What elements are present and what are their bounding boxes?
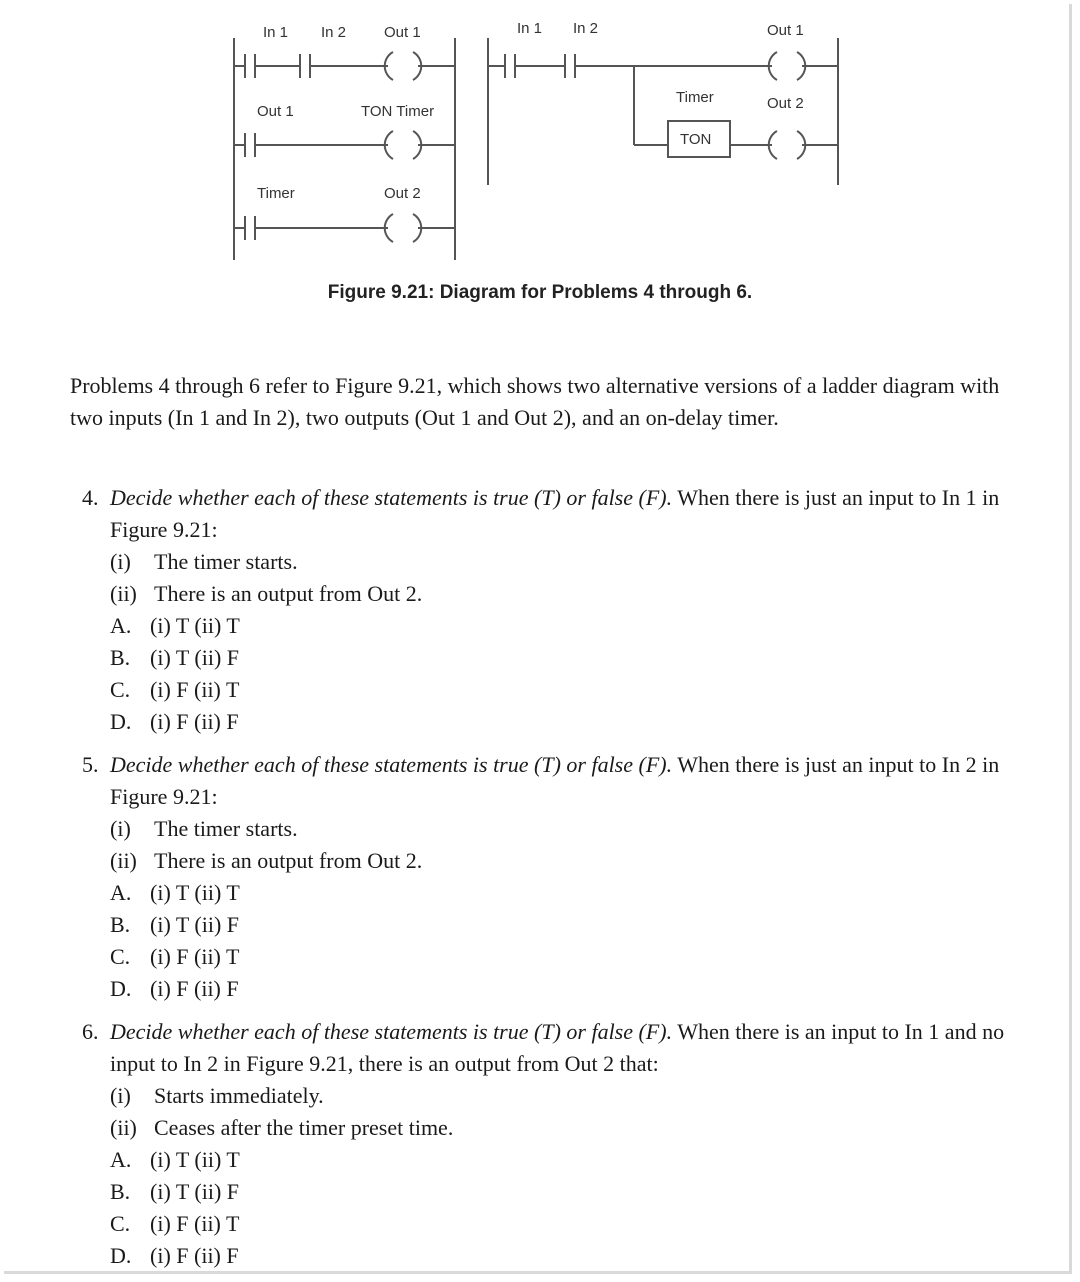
problem-number: 6. xyxy=(82,1019,99,1044)
right-ladder-diagram xyxy=(488,20,838,185)
problem-stem xyxy=(110,749,1032,813)
label-in2: In 2 xyxy=(573,20,599,37)
problem-stem xyxy=(110,1016,1032,1080)
problem-stem xyxy=(110,482,1032,546)
option-b: B. (i) T (ii) F xyxy=(110,1179,240,1204)
statement-ii: (ii) Ceases after the timer preset time. xyxy=(110,1115,454,1140)
label-timer-contact: Timer xyxy=(257,185,295,202)
figure-caption: Figure 9.21: Diagram for Problems 4 through 6. xyxy=(327,282,753,303)
option-a: A. (i) T (ii) T xyxy=(110,880,240,905)
out1-coil xyxy=(385,52,422,80)
intro-paragraph: Problems 4 through 6 refer to Figure 9.21, which shows two alternative versions of a ladder diagram with two inputs (In 1 and In 2), two outputs (Out 1 and Out 2), and an on-delay timer. xyxy=(70,373,1000,430)
label-timer: Timer xyxy=(676,89,714,106)
label-in1: In 1 xyxy=(517,20,543,37)
problem-number: 5. xyxy=(82,752,99,777)
option-d: D. (i) F (ii) F xyxy=(110,709,239,734)
out2-coil xyxy=(385,214,422,242)
rung-3 xyxy=(234,214,455,242)
stem-italic: Decide whether each of these statements is true (T) or false (F). xyxy=(110,1019,673,1044)
statement-i: (i) The timer starts. xyxy=(110,816,298,841)
statement-ii: (ii) There is an output from Out 2. xyxy=(110,848,423,873)
problem-number: 4. xyxy=(82,485,99,510)
label-in2: In 2 xyxy=(321,24,347,41)
option-c: C. (i) F (ii) T xyxy=(110,677,240,702)
stem-italic: Decide whether each of these statements is true (T) or false (F). xyxy=(110,752,673,777)
label-out1-coil: Out 1 xyxy=(384,24,421,41)
label-out1-coil: Out 1 xyxy=(767,22,804,39)
problem-4 xyxy=(82,482,1032,738)
statement-ii: (ii) There is an output from Out 2. xyxy=(110,581,423,606)
problem-5 xyxy=(82,749,1032,1005)
label-in1: In 1 xyxy=(263,24,289,41)
stem-rest: When there is an input to In 1 and no input to In 2 in Figure 9.21, there is an output from Out 2 that: xyxy=(110,1019,1005,1076)
out1-coil xyxy=(769,52,806,80)
option-d: D. (i) F (ii) F xyxy=(110,1243,239,1268)
label-out2-coil: Out 2 xyxy=(384,185,421,202)
ladder-diagram-figure xyxy=(0,0,1080,280)
statement-i: (i) Starts immediately. xyxy=(110,1083,324,1108)
problem-6 xyxy=(82,1016,1032,1272)
ton-timer-coil xyxy=(385,131,422,159)
option-d: D. (i) F (ii) F xyxy=(110,976,239,1001)
statement-i: (i) The timer starts. xyxy=(110,549,298,574)
rung-1 xyxy=(234,52,455,80)
stem-italic: Decide whether each of these statements is true (T) or false (F). xyxy=(110,485,673,510)
rung-2 xyxy=(234,131,455,159)
left-ladder-diagram xyxy=(234,24,455,260)
option-a: A. (i) T (ii) T xyxy=(110,1147,240,1172)
label-out1-contact: Out 1 xyxy=(257,103,294,120)
option-c: C. (i) F (ii) T xyxy=(110,944,240,969)
out2-coil xyxy=(769,131,806,159)
label-ton-box: TON xyxy=(680,131,712,148)
label-ton-timer: TON Timer xyxy=(361,103,435,120)
label-out2-coil: Out 2 xyxy=(767,95,804,112)
stem-rest: When there is just an input to In 2 in Figure 9.21: xyxy=(110,752,1000,809)
option-a: A. (i) T (ii) T xyxy=(110,613,240,638)
option-b: B. (i) T (ii) F xyxy=(110,912,240,937)
option-c: C. (i) F (ii) T xyxy=(110,1211,240,1236)
option-b: B. (i) T (ii) F xyxy=(110,645,240,670)
stem-rest: When there is just an input to In 1 in Figure 9.21: xyxy=(110,485,1000,542)
